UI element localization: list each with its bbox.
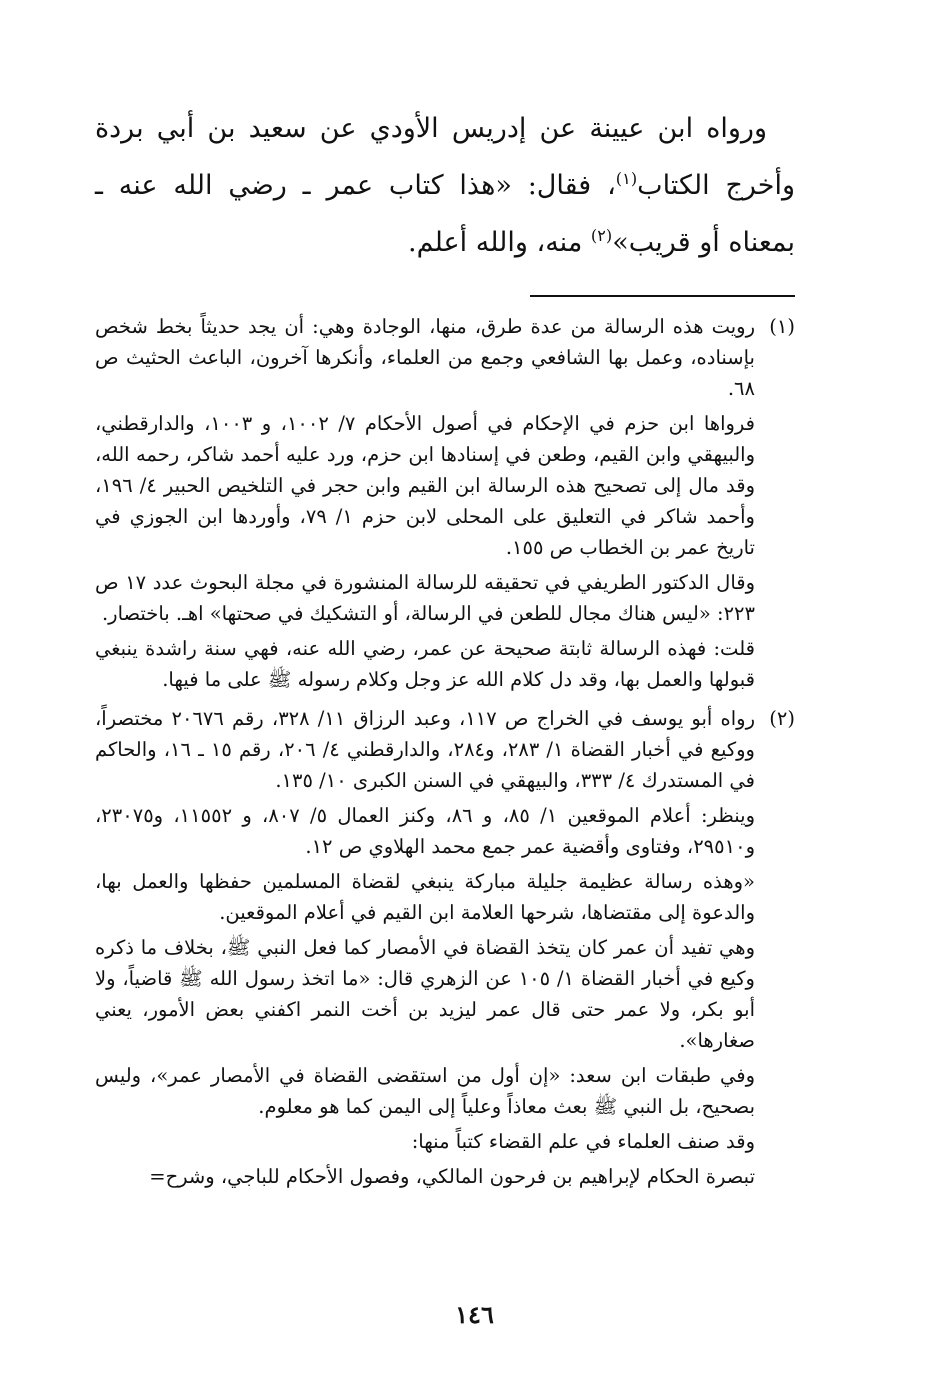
footnote-1 [95,311,795,699]
footnote-separator [530,295,795,297]
footnote-paragraph: وفي طبقات ابن سعد: «إن أول من استقضى القضاة في الأمصار عمر»، وليس بصحيح، بل النبي ﷺ بعث معاذاً وعلياً إلى اليمن كما هو معلوم. [95,1064,755,1118]
footnote-paragraph: وقد صنف العلماء في علم القضاء كتباً منها: [411,1130,755,1153]
footnote-paragraph: رواه أبو يوسف في الخراج ص ١١٧، وعبد الرزاق ١١/ ٣٢٨، رقم ٢٠٦٧٦ مختصراً، ووكيع في أخبار القضاة ١/ ٢٨٣، و٢٨٤، والدارقطني ٤/ ٢٠٦، رقم ١٥ ـ ١٦، والحاكم في المستدرك ٤/ ٣٣٣، والبيهقي في السنن الكبرى ١٠/ ١٣٥. [95,707,755,792]
footnote-paragraph: فرواها ابن حزم في الإحكام في أصول الأحكام ٧/ ١٠٠٢، و ١٠٠٣، والدارقطني، والبيهقي وابن القيم، وطعن في إسنادها ابن حزم، ورد عليه أحمد شاكر، رحمه الله، وقد مال إلى تصحيح هذه الرسالة ابن القيم وابن حجر في التلخيص الحبير ٤/ ١٩٦، وأحمد شاكر في التعليق على المحلى لابن حزم ١/ ٧٩، وأوردها ابن الجوزي في تاريخ عمر بن الخطاب ص ١٥٥. [95,412,755,559]
footnote-paragraph: تبصرة الحكام لإبراهيم بن فرحون المالكي، وفصول الأحكام للباجي، وشرح= [149,1165,755,1188]
footnote-ref-2: (٢) [590,226,613,245]
footnote-number: (٢) [769,707,795,730]
footnote-paragraph: وقال الدكتور الطريفي في تحقيقه للرسالة المنشورة في مجلة البحوث عدد ١٧ ص ٢٢٣: «ليس هناك مجال للطعن في الرسالة، أو التشكيك في صحتها» اهـ. باختصار. [95,571,755,625]
main-line-2a: وأخرج الكتاب [637,170,795,201]
footnote-body [95,311,755,699]
footnote-number: (١) [769,315,795,338]
page-number: ١٤٦ [455,1300,494,1329]
main-text [95,100,795,271]
main-line-3a: قريب» [612,227,691,258]
page [95,100,795,1200]
footnote-paragraph: قلت: فهذه الرسالة ثابتة صحيحة عن عمر، رضي الله عنه، فهي سنة راشدة ينبغي قبولها والعمل بها، وقد دل كلام الله عز وجل وكلام رسوله ﷺ على ما فيها. [95,637,755,691]
footnote-paragraph: وهي تفيد أن عمر كان يتخذ القضاة في الأمصار كما فعل النبي ﷺ، بخلاف ما ذكره وكيع في أخبار القضاة ١/ ١٠٥ عن الزهري قال: «ما اتخذ رسول الله ﷺ قاضياً، ولا أبو بكر، ولا عمر حتى قال عمر ليزيد بن أخت النمر اكفني بعض الأمور، يعني صغارها». [95,936,755,1052]
main-line-1: ورواه ابن عيينة عن إدريس الأودي عن سعيد بن أبي بردة [95,113,767,144]
main-paragraph [95,100,795,271]
footnote-body [95,703,755,1196]
footnote-paragraph: رويت هذه الرسالة من عدة طرق، منها، الوجادة وهي: أن يجد حديثاً بخط شخص بإسناده، وعمل بها الشافعي وجمع من العلماء، وأنكرها آخرون، الباعث الحثيث ص ٦٨. [95,315,755,400]
footnote-ref-1: (١) [615,169,638,188]
footnotes [95,311,795,1196]
footnote-paragraph: وينظر: أعلام الموقعين ١/ ٨٥، و ٨٦، وكنز العمال ٥/ ٨٠٧، و ١١٥٥٢، و٢٣٠٧٥، و٢٩٥١٠، وفتاوى وأقضية عمر جمع محمد الهلاوي ص ١٢. [95,804,756,858]
footnote-2 [95,703,795,1196]
main-line-3b: منه، والله أعلم. [408,227,591,258]
footnote-paragraph: «وهذه رسالة عظيمة جليلة مباركة ينبغي لقضاة المسلمين حفظها والعمل بها، والدعوة إلى مقتضاها، شرحها العلامة ابن القيم في أعلام الموقعين. [95,870,755,924]
main-line-2b: ، فقال: «هذا كتاب عمر ـ رضي الله عنه ـ بمعناه أو [95,170,795,258]
